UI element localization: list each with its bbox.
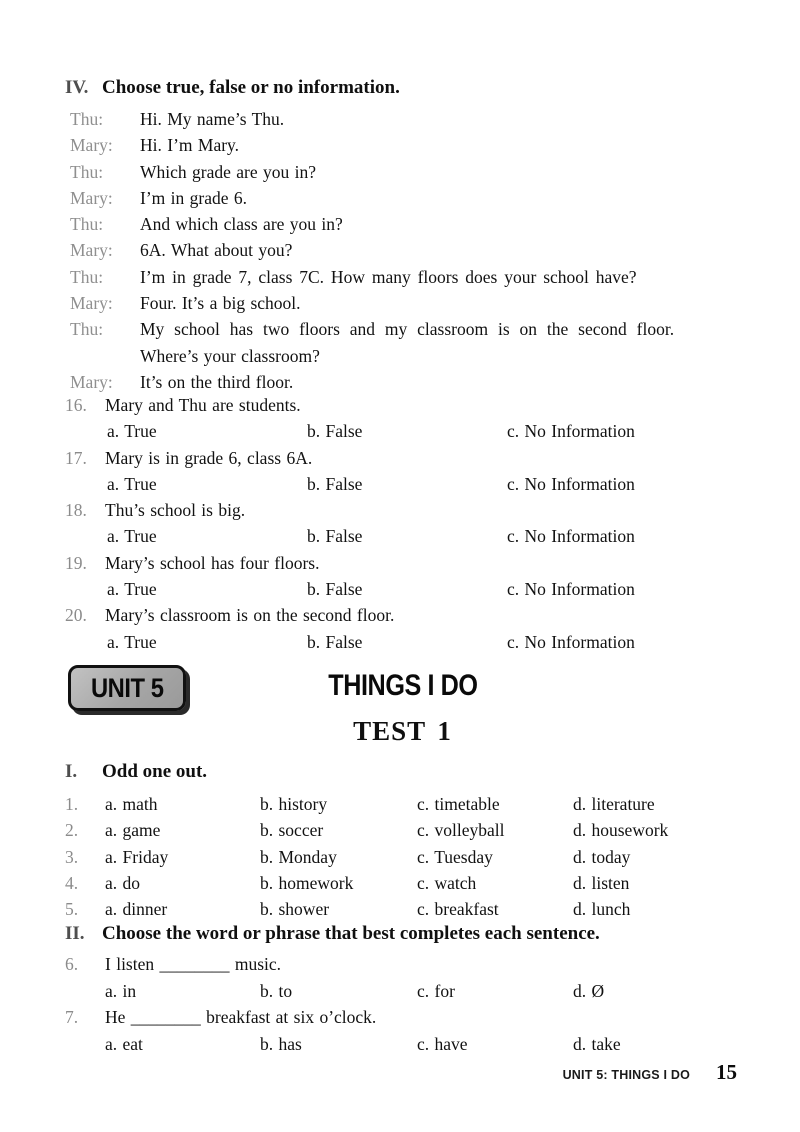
option-c: c. volleyball bbox=[417, 820, 505, 841]
dialogue-row bbox=[70, 185, 740, 211]
question-number: 5. bbox=[65, 899, 79, 920]
option-d: d. listen bbox=[573, 872, 630, 893]
question-number: 3. bbox=[65, 846, 79, 867]
question-number: 1. bbox=[65, 794, 79, 814]
question-row bbox=[65, 870, 740, 896]
option-d: d. housework bbox=[573, 820, 669, 841]
option-c: c. watch bbox=[417, 872, 477, 893]
speaker-label: Mary: bbox=[70, 187, 113, 208]
option-c: c. No Information bbox=[507, 421, 635, 442]
speaker-label: Thu: bbox=[70, 109, 104, 129]
option-c: c. No Information bbox=[507, 526, 635, 547]
section-iv-number: IV. bbox=[65, 77, 89, 98]
option-c: c. breakfast bbox=[417, 899, 499, 920]
option-b: b. shower bbox=[260, 899, 330, 920]
dialogue-text: Hi. I’m Mary. bbox=[140, 135, 240, 156]
option-b: b. False bbox=[307, 631, 363, 652]
speaker-label: Thu: bbox=[70, 319, 104, 340]
dialogue-text: Hi. My name’s Thu. bbox=[140, 109, 285, 129]
option-b: b. False bbox=[307, 473, 363, 494]
section-i-number: I. bbox=[65, 761, 78, 782]
option-a: a. do bbox=[105, 872, 141, 893]
question-number: 17. bbox=[65, 447, 87, 468]
dialogue-text: It’s on the third floor. bbox=[140, 371, 294, 392]
option-a: a. True bbox=[107, 473, 157, 494]
question-number: 18. bbox=[65, 500, 87, 521]
options-row bbox=[65, 629, 740, 655]
option-a: a. eat bbox=[105, 1033, 143, 1054]
question-row bbox=[65, 1004, 740, 1031]
options-row bbox=[65, 471, 740, 497]
question-number: 6. bbox=[65, 954, 79, 974]
option-c: c. for bbox=[417, 980, 455, 1001]
question-row bbox=[65, 550, 740, 576]
dialogue-text: My school has two floors and my classroom is on the second floor. bbox=[140, 319, 675, 340]
option-b: b. has bbox=[260, 1033, 302, 1054]
question-row bbox=[65, 896, 740, 922]
question-number: 4. bbox=[65, 872, 79, 893]
speaker-label: Mary: bbox=[70, 293, 113, 314]
option-a: a. True bbox=[107, 579, 157, 600]
question-text: Thu’s school is big. bbox=[105, 500, 246, 521]
option-a: a. Friday bbox=[105, 846, 169, 867]
option-d: d. literature bbox=[573, 794, 655, 814]
option-d: d. today bbox=[573, 846, 631, 867]
fill-in-questions bbox=[65, 951, 740, 1057]
question-text: He ________ breakfast at six o’clock. bbox=[105, 1007, 377, 1028]
option-a: a. dinner bbox=[105, 899, 168, 920]
question-text: Mary’s school has four floors. bbox=[105, 552, 320, 573]
test-title: TEST 1 bbox=[353, 716, 452, 746]
option-b: b. Monday bbox=[260, 846, 337, 867]
section-i-title: Odd one out. bbox=[102, 761, 208, 782]
option-b: b. False bbox=[307, 526, 363, 547]
option-c: c. timetable bbox=[417, 794, 500, 814]
option-d: d. take bbox=[573, 1033, 621, 1054]
option-a: a. math bbox=[105, 794, 158, 814]
speaker-label: Mary: bbox=[70, 371, 113, 392]
dialogue-row bbox=[70, 211, 740, 237]
speaker-label: Thu: bbox=[70, 161, 104, 182]
dialogue-text: 6A. What about you? bbox=[140, 240, 293, 261]
true-false-questions bbox=[65, 392, 740, 655]
options-row bbox=[65, 523, 740, 549]
question-number: 20. bbox=[65, 605, 87, 626]
footer-unit-label: UNIT 5: THINGS I DO bbox=[562, 1068, 690, 1082]
option-b: b. soccer bbox=[260, 820, 324, 841]
section-i-heading bbox=[65, 760, 740, 784]
dialogue-row bbox=[70, 159, 740, 185]
dialogue-text: And which class are you in? bbox=[140, 214, 343, 235]
option-b: b. homework bbox=[260, 872, 354, 893]
option-c: c. Tuesday bbox=[417, 846, 493, 867]
question-row bbox=[65, 497, 740, 523]
question-number: 19. bbox=[65, 552, 87, 573]
question-row bbox=[65, 791, 740, 817]
question-text: Mary is in grade 6, class 6A. bbox=[105, 447, 313, 468]
options-row bbox=[65, 1031, 740, 1058]
speaker-label: Mary: bbox=[70, 135, 113, 156]
option-c: c. No Information bbox=[507, 579, 635, 600]
dialogue-text: I’m in grade 6. bbox=[140, 187, 247, 208]
question-row bbox=[65, 844, 740, 870]
option-a: a. True bbox=[107, 421, 157, 442]
dialogue-row bbox=[70, 264, 740, 290]
odd-one-out-rows bbox=[65, 791, 740, 922]
page-number: 15 bbox=[716, 1060, 737, 1084]
option-b: b. False bbox=[307, 579, 363, 600]
option-d: d. Ø bbox=[573, 980, 605, 1001]
dialogue-text: Four. It’s a big school. bbox=[140, 293, 301, 314]
section-ii-heading bbox=[65, 922, 740, 946]
dialogue-text: Which grade are you in? bbox=[140, 161, 317, 182]
unit-title: THINGS I DO bbox=[327, 669, 478, 702]
section-iv-title: Choose true, false or no information. bbox=[102, 77, 400, 98]
option-c: c. No Information bbox=[507, 473, 635, 494]
question-text: Mary and Thu are students. bbox=[105, 395, 301, 415]
question-row bbox=[65, 602, 740, 628]
unit-banner bbox=[65, 663, 740, 719]
dialogue-text-continuation: Where’s your classroom? bbox=[140, 345, 320, 366]
section-ii-title: Choose the word or phrase that best completes each sentence. bbox=[102, 923, 600, 944]
dialogue-row bbox=[70, 106, 740, 132]
options-row bbox=[65, 576, 740, 602]
question-text: Mary’s classroom is on the second floor. bbox=[105, 605, 395, 626]
dialogue-row bbox=[70, 132, 740, 158]
speaker-label: Mary: bbox=[70, 240, 113, 261]
option-d: d. lunch bbox=[573, 899, 631, 920]
unit-badge-label: UNIT 5 bbox=[90, 672, 164, 703]
option-b: b. False bbox=[307, 421, 363, 442]
question-row bbox=[65, 817, 740, 843]
question-row bbox=[65, 951, 740, 978]
question-text: I listen ________ music. bbox=[105, 954, 282, 974]
dialogue-text: I’m in grade 7, class 7C. How many floors does your school have? bbox=[140, 266, 637, 287]
dialogue bbox=[70, 106, 740, 395]
option-a: a. game bbox=[105, 820, 161, 841]
section-iv-heading bbox=[65, 76, 740, 100]
question-row bbox=[65, 392, 740, 418]
page-footer bbox=[563, 1060, 737, 1085]
dialogue-row bbox=[70, 237, 740, 263]
dialogue-row bbox=[70, 290, 740, 316]
section-ii-number: II. bbox=[65, 923, 85, 944]
question-number: 16. bbox=[65, 395, 87, 415]
option-b: b. to bbox=[260, 980, 293, 1001]
options-row bbox=[65, 418, 740, 444]
speaker-label: Thu: bbox=[70, 214, 104, 235]
dialogue-row bbox=[70, 316, 740, 369]
option-a: a. True bbox=[107, 631, 157, 652]
question-number: 7. bbox=[65, 1007, 79, 1028]
option-b: b. history bbox=[260, 794, 328, 814]
speaker-label: Thu: bbox=[70, 266, 104, 287]
option-a: a. True bbox=[107, 526, 157, 547]
question-number: 2. bbox=[65, 820, 79, 841]
options-row bbox=[65, 978, 740, 1005]
question-row bbox=[65, 445, 740, 471]
option-c: c. No Information bbox=[507, 631, 635, 652]
option-c: c. have bbox=[417, 1033, 468, 1054]
option-a: a. in bbox=[105, 980, 137, 1001]
